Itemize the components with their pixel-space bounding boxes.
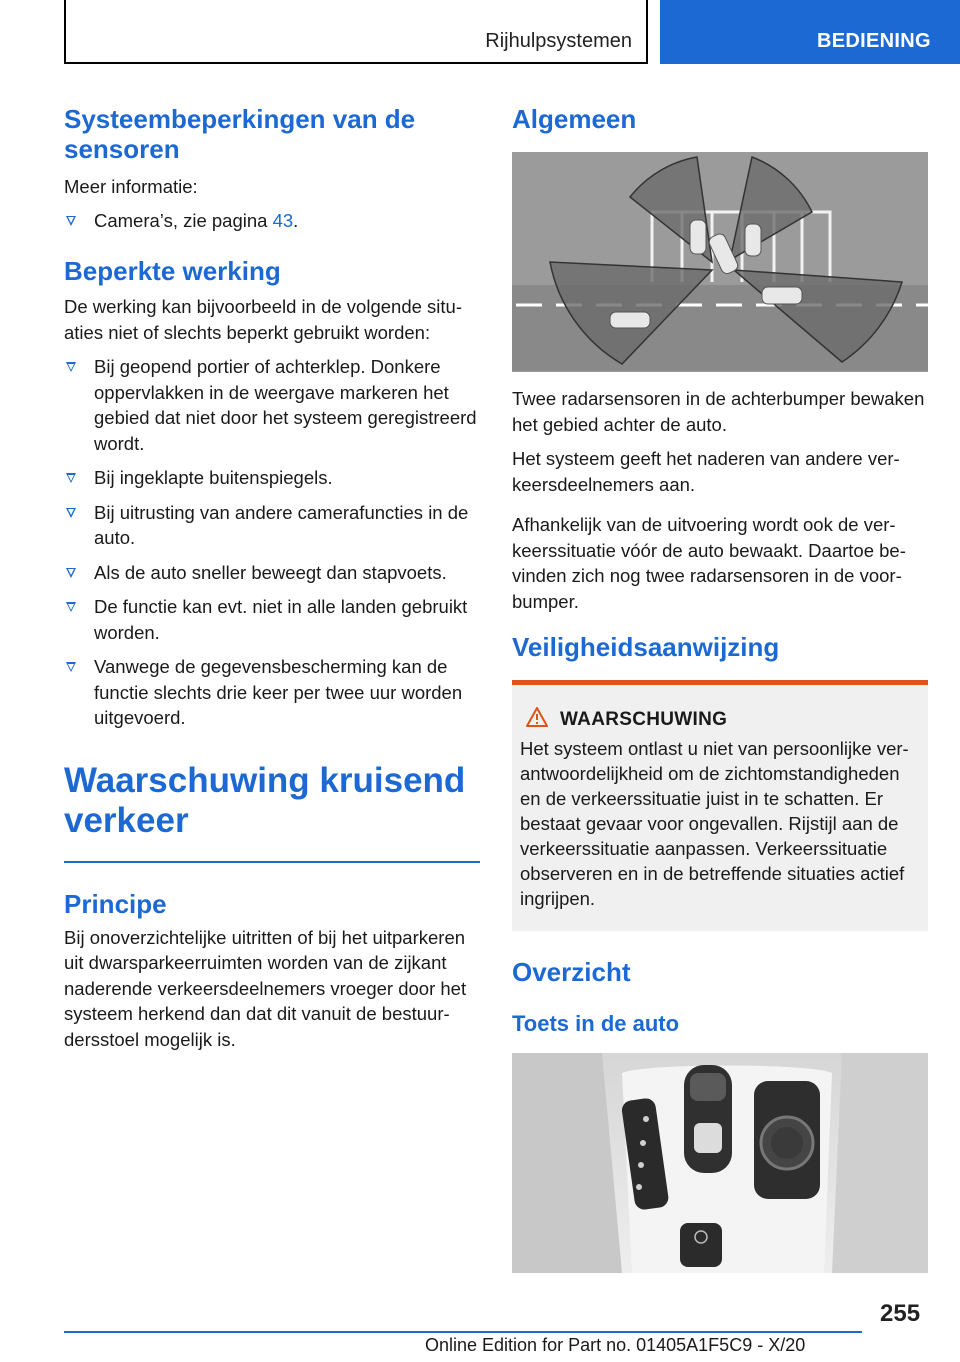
list-item: Bij uitrusting van andere camerafuncties in de auto. xyxy=(64,500,480,551)
footer-rule xyxy=(64,1331,862,1333)
list-item: Vanwege de gegevensbescherming kan de functie slechts drie keer per twee uur worden uitgevoerd. xyxy=(64,654,480,731)
heading-safety: Veiligheidsaanwijzing xyxy=(512,632,780,662)
limited-list xyxy=(64,354,480,731)
list-item: Als de auto sneller beweegt dan stapvoets. xyxy=(64,560,480,586)
chapter-tab xyxy=(660,0,960,64)
bullet-triangle-icon xyxy=(66,662,76,672)
heading-general: Algemeen xyxy=(512,104,637,134)
running-header xyxy=(64,0,648,64)
center-console-photo xyxy=(512,1053,928,1273)
page-link[interactable]: 43 xyxy=(272,209,294,231)
limited-intro: De werking kan bijvoorbeeld in de volgende situaties niet of slechts beperkt gebruikt worden: xyxy=(64,296,462,343)
page-number: 255 xyxy=(880,1300,921,1327)
sensor-limits-intro: Meer informatie: xyxy=(64,176,198,197)
heading-limited-function: Beperkte werking xyxy=(64,256,281,286)
warning-title: WAARSCHUWING xyxy=(560,708,728,730)
warning-triangle-icon xyxy=(526,707,548,732)
heading-overview: Overzicht xyxy=(512,957,631,987)
warning-header xyxy=(520,707,920,732)
radar-coverage-illustration xyxy=(512,152,928,372)
list-item: Bij geopend portier of achterklep. Donkere oppervlakken in de weergave markeren het gebied dat niet door het systeem geregistreerd wordt. xyxy=(64,354,480,456)
right-column xyxy=(512,100,928,1273)
left-column xyxy=(64,100,480,1052)
chapter-title: BEDIENING xyxy=(817,30,931,52)
footer-edition: Online Edition for Part no. 01405A1F5C9 - X/20 xyxy=(425,1335,806,1355)
bullet-triangle-icon xyxy=(66,473,76,483)
list-item: De functie kan evt. niet in alle landen gebruikt worden. xyxy=(64,594,480,645)
bullet-triangle-icon xyxy=(66,568,76,578)
heading-sensor-limits: Systeembeperkingen van de sensoren xyxy=(64,104,416,164)
warning-text: Het systeem ontlast u niet van persoonlijke verantwoordelijkheid om de zichtomstandigheden en de verkeerssituatie juist in te schatten. Er bestaat gevaar voor ongevallen. Rijstijl aan de verkeerssituatie aanpassen. Verkeerssituatie observeren en in de betreffende situaties actief ingrijpen. xyxy=(520,738,909,909)
subheading-button-in-car: Toets in de auto xyxy=(512,1011,680,1036)
general-paragraph-1: Twee radarsensoren in de achterbumper bewaken het gebied achter de auto. xyxy=(512,388,925,435)
list-item: Camera’s, zie pagina 43. xyxy=(64,208,480,234)
warning-box xyxy=(512,680,928,931)
list-item: Bij ingeklapte buitenspiegels. xyxy=(64,465,480,491)
heading-cross-traffic: Waarschuwing kruisend verkeer xyxy=(64,760,466,840)
general-paragraph-3: Afhankelijk van de uitvoering wordt ook de verkeerssituatie vóór de auto bewaakt. Daartoe bevinden zich nog twee radarsensoren in de voorbumper. xyxy=(512,514,906,612)
bullet-triangle-icon xyxy=(66,508,76,518)
sensor-limits-list xyxy=(64,208,480,234)
bullet-triangle-icon xyxy=(66,362,76,372)
section-rule xyxy=(64,861,480,863)
bullet-triangle-icon xyxy=(66,216,76,226)
general-paragraph-2: Het systeem geeft het naderen van andere verkeersdeelnemers aan. xyxy=(512,448,900,495)
bullet-triangle-icon xyxy=(66,602,76,612)
principle-text: Bij onoverzichtelijke uitritten of bij het uitparkeren uit dwarsparkeerruimten worden van de zijkant naderende verkeersdeelnemers vroeger door het systeem herkend dan dat dit vanuit de bestuurdersstoel mogelijk is. xyxy=(64,926,467,1050)
header-section-title: Rijhulpsystemen xyxy=(485,30,632,52)
heading-principle: Principe xyxy=(64,888,167,919)
